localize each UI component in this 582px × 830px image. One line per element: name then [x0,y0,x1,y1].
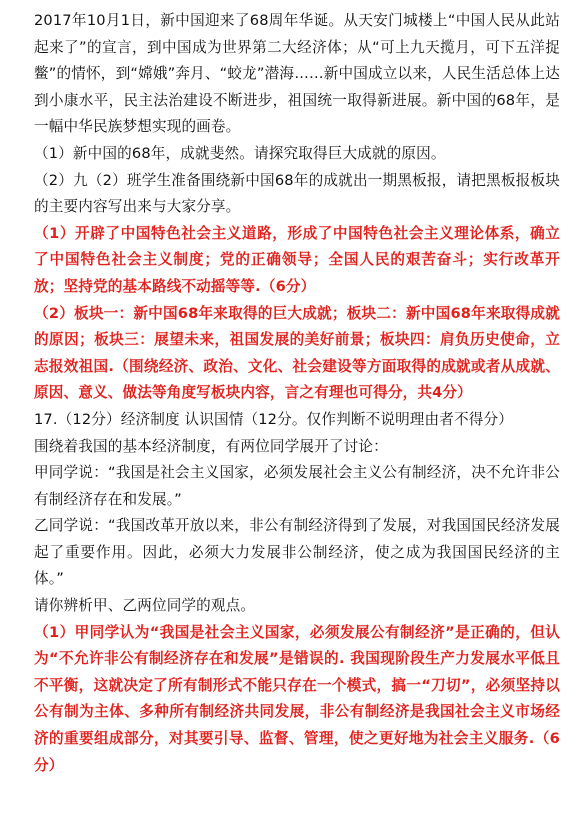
answer-2: （2）板块一：新中国68年来取得的巨大成就；板块二：新中国68年来取得成就的原因；板块三：展望未来，祖国发展的美好前景；板块四：肩负历史使命，立志报效祖国.（围绕经济、政治、文化、社会建设等方面取得的成就或者从成就、原因、意义、做法等角度写板块内容，言之有理也可得分，共4分） [34,304,560,402]
question-17-title: 17.（12分）经济制度 认识国情（12分。仅作判断不说明理由者不得分） [34,410,514,428]
question-1: （1）新中国的68年，成就斐然。请探究取得巨大成就的原因。 [34,144,446,162]
intro-paragraph: 2017年10月1日，新中国迎来了68周年华诞。从天安门城楼上“中国人民从此站起来了”的宣言，到中国成为世界第二大经济体；从“可上九天揽月，可下五洋捉鳖”的情怀，到“嫦娥”奔月、“蛟龙”潜海……新中国成立以来，人民生活总体上达到小康水平，民主法治建设不断进步，祖国统一取得新进展。新中国的68年，是一幅中华民族梦想实现的画卷。 [34,12,560,136]
answer-17-1: （1）甲同学认为“我国是社会主义国家，必须发展公有制经济”是正确的，但认为“不允许非公有制经济存在和发展”是错误的. 我国现阶段生产力发展水平低且不平衡，这就决定了所有制形式不能只存在一个模式，搞一“刀切”，必须坚持以公有制为主体、多种所有制经济共同发展，非公有制经济是我国社会主义市场经济的重要组成部分，对其要引导、监督、管理，使之更好地为社会主义服务.（6分） [34,623,560,774]
student-a-statement: 甲同学说：“我国是社会主义国家，必须发展社会主义公有制经济，决不允许非公有制经济存在和发展。” [34,464,560,508]
question-2: （2）九（2）班学生准备围绕新中国68年的成就出一期黑板报，请把黑板报板块的主要内容写出来与大家分享。 [34,171,560,216]
question-17-prompt: 请你辨析甲、乙两位同学的观点。 [34,597,256,615]
answer-1: （1）开辟了中国特色社会主义道路，形成了中国特色社会主义理论体系，确立了中国特色社会主义制度；党的正确领导；全国人民的艰苦奋斗；实行改革开放；坚持党的基本路线不动摇等等.（6分） [34,224,560,295]
question-17-context: 围绕着我国的基本经济制度，有两位同学展开了讨论： [34,437,388,455]
student-b-statement: 乙同学说：“我国改革开放以来，非公有制经济得到了发展，对我国国民经济发展起了重要作用。因此，必须大力发展非公制经济，使之成为我国国民经济的主体。” [34,517,560,588]
